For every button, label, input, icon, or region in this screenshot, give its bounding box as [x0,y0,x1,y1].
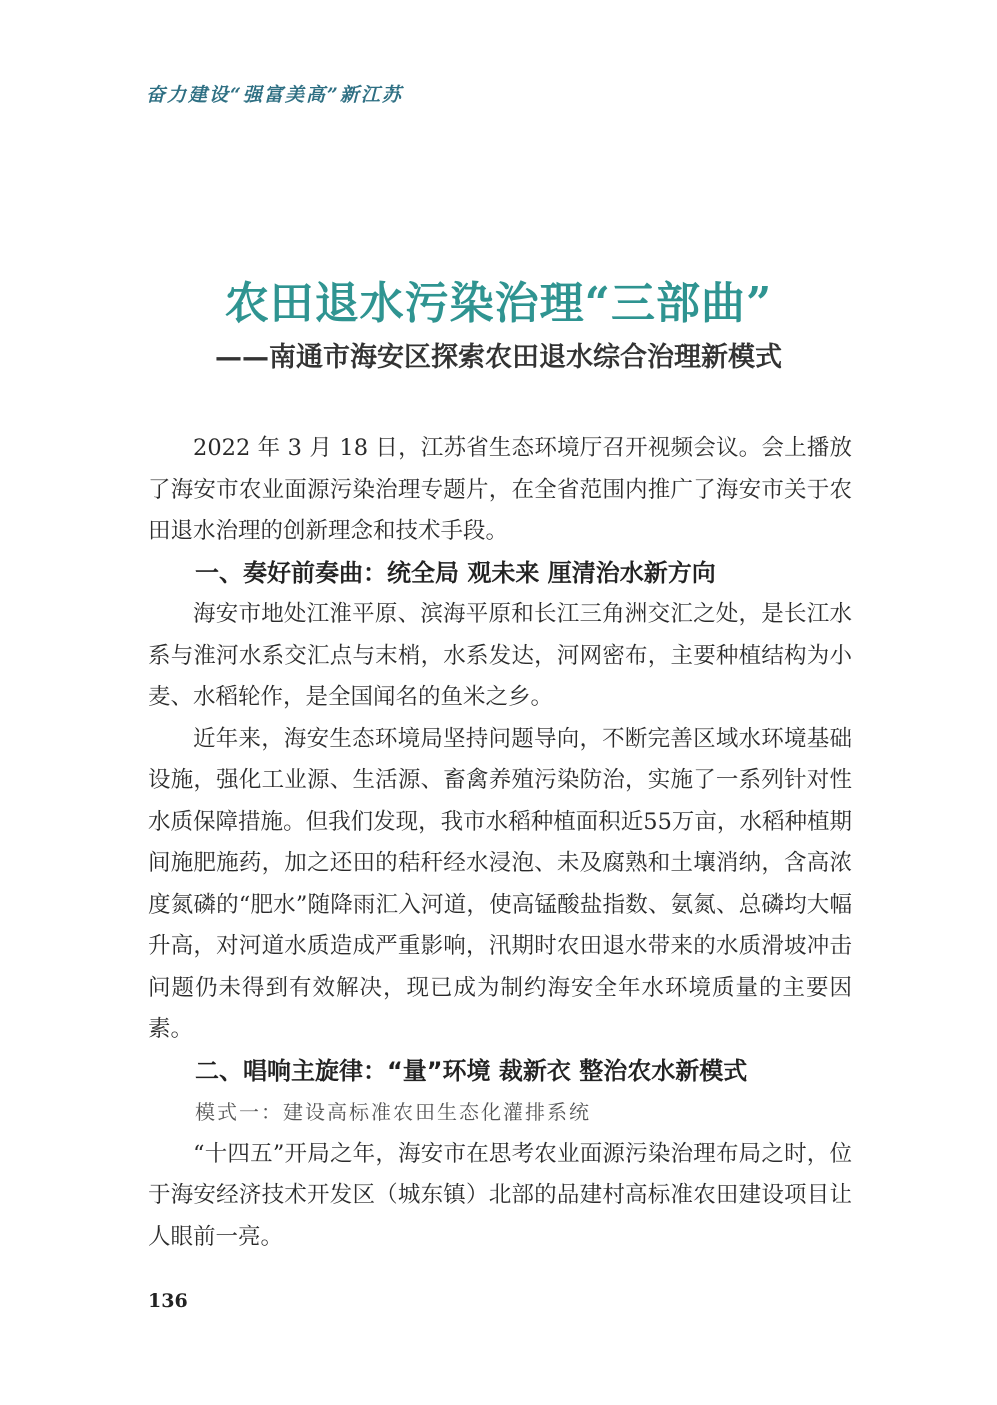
paragraph: 海安市地处江淮平原、滨海平原和长江三角洲交汇之处，是长江水系与淮河水系交汇点与末梢，水系发达，河网密布，主要种植结构为小麦、水稻轮作，是全国闻名的鱼米之乡。 [148,601,852,710]
article-title: 农田退水污染治理“三部曲” [224,278,773,330]
article-subtitle: ——南通市海安区探索农田退水综合治理新模式 [215,342,782,373]
section-heading: 一、奏好前奏曲：统全局 观未来 厘清治水新方向 [195,558,716,587]
article-body [148,428,852,1258]
subsection-heading: 模式一：建设高标准农田生态化灌排系统 [195,1100,591,1124]
running-header: 奋力建设“强富美高”新江苏 [146,84,403,106]
page-number: 136 [148,1290,188,1312]
section-heading: 二、唱响主旋律：“量”环境 裁新衣 整治农水新模式 [195,1056,748,1085]
paragraph: 2022 年 3 月 18 日，江苏省生态环境厅召开视频会议。会上播放了海安市农业面源污染治理专题片，在全省范围内推广了海安市关于农田退水治理的创新理念和技术手段。 [148,435,852,544]
paragraph: “十四五”开局之年，海安市在思考农业面源污染治理布局之时，位于海安经济技术开发区（城东镇）北部的品建村高标准农田建设项目让人眼前一亮。 [148,1140,852,1250]
paragraph: 近年来，海安生态环境局坚持问题导向，不断完善区域水环境基础设施，强化工业源、生活源、畜禽养殖污染防治，实施了一系列针对性水质保障措施。但我们发现，我市水稻种植面积近55万亩，水稻种植期间施肥施药，加之还田的秸秆经水浸泡、未及腐熟和土壤消纳，含高浓度氮磷的“肥水”随降雨汇入河道，使高锰酸盐指数、氨氮、总磷均大幅升高，对河道水质造成严重影响，汛期时农田退水带来的水质滑坡冲击问题仍未得到有效解决，现已成为制约海安全年水环境质量的主要因素。 [148,725,852,1042]
